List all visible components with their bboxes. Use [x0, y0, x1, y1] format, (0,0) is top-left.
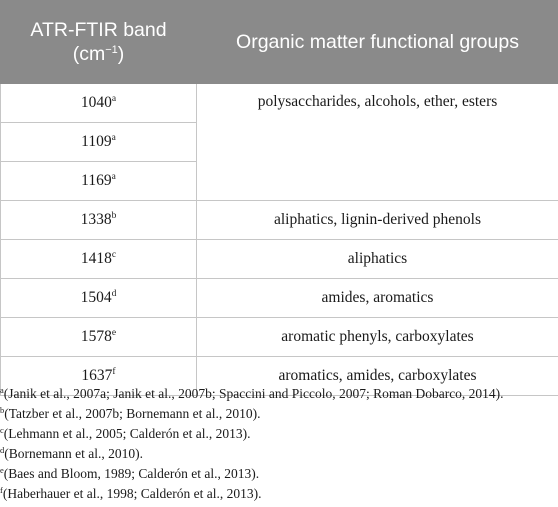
footnotes — [0, 384, 558, 504]
group-cell: amides, aromatics — [197, 279, 558, 318]
header-band — [1, 1, 197, 84]
footnote: $^d$(Bornemann et al., 2010). — [0, 445, 143, 461]
group-cell: aromatics, amides, carboxylates — [197, 357, 558, 396]
band-cell: 1040$^a$ — [1, 84, 197, 123]
table-row — [1, 201, 558, 240]
band-cell: 1504$^d$ — [1, 279, 197, 318]
band-cell: 1418$^c$ — [1, 240, 197, 279]
band-cell: 1578e — [1, 318, 197, 357]
footnote: $^f$(Haberhauer et al., 1998; Calderón et al., 2013). — [0, 485, 262, 501]
group-cell: aromatic phenyls, carboxylates — [197, 318, 558, 357]
footnote: $^e$(Baes and Bloom, 1989; Calderón et al., 2013). — [0, 465, 260, 481]
footnote: $^c$(Lehmann et al., 2005; Calderón et al., 2013). — [0, 425, 251, 441]
footnote: $^a$(Janik et al., 2007a; Janik et al., 2007b; Spaccini and Piccolo, 2007; Roman Dobarco, 2014). — [0, 385, 504, 401]
header-band-unit: $(cm^{-1})$ — [72, 43, 125, 65]
table-row — [1, 240, 558, 279]
group-cell: aliphatics, lignin-derived phenols — [197, 201, 558, 240]
header-groups: Organic matter functional groups — [197, 1, 558, 84]
band-cell: 1169$^a$ — [1, 162, 197, 201]
footnote: $^b$(Tatzber et al., 2007b; Bornemann et al., 2010). — [0, 405, 261, 421]
table-row — [1, 318, 558, 357]
band-cell: 1109$^a$ — [1, 123, 197, 162]
band-cell: 1637$^f$ — [1, 357, 197, 396]
group-cell: polysaccharides, alcohols, ether, esters — [197, 84, 558, 201]
group-cell: aliphatics — [197, 240, 558, 279]
table-row — [1, 84, 558, 123]
header-band-line1: ATR-FTIR band — [30, 19, 167, 41]
band-cell: 1338$^b$ — [1, 201, 197, 240]
header-row — [1, 1, 558, 84]
table-row — [1, 279, 558, 318]
